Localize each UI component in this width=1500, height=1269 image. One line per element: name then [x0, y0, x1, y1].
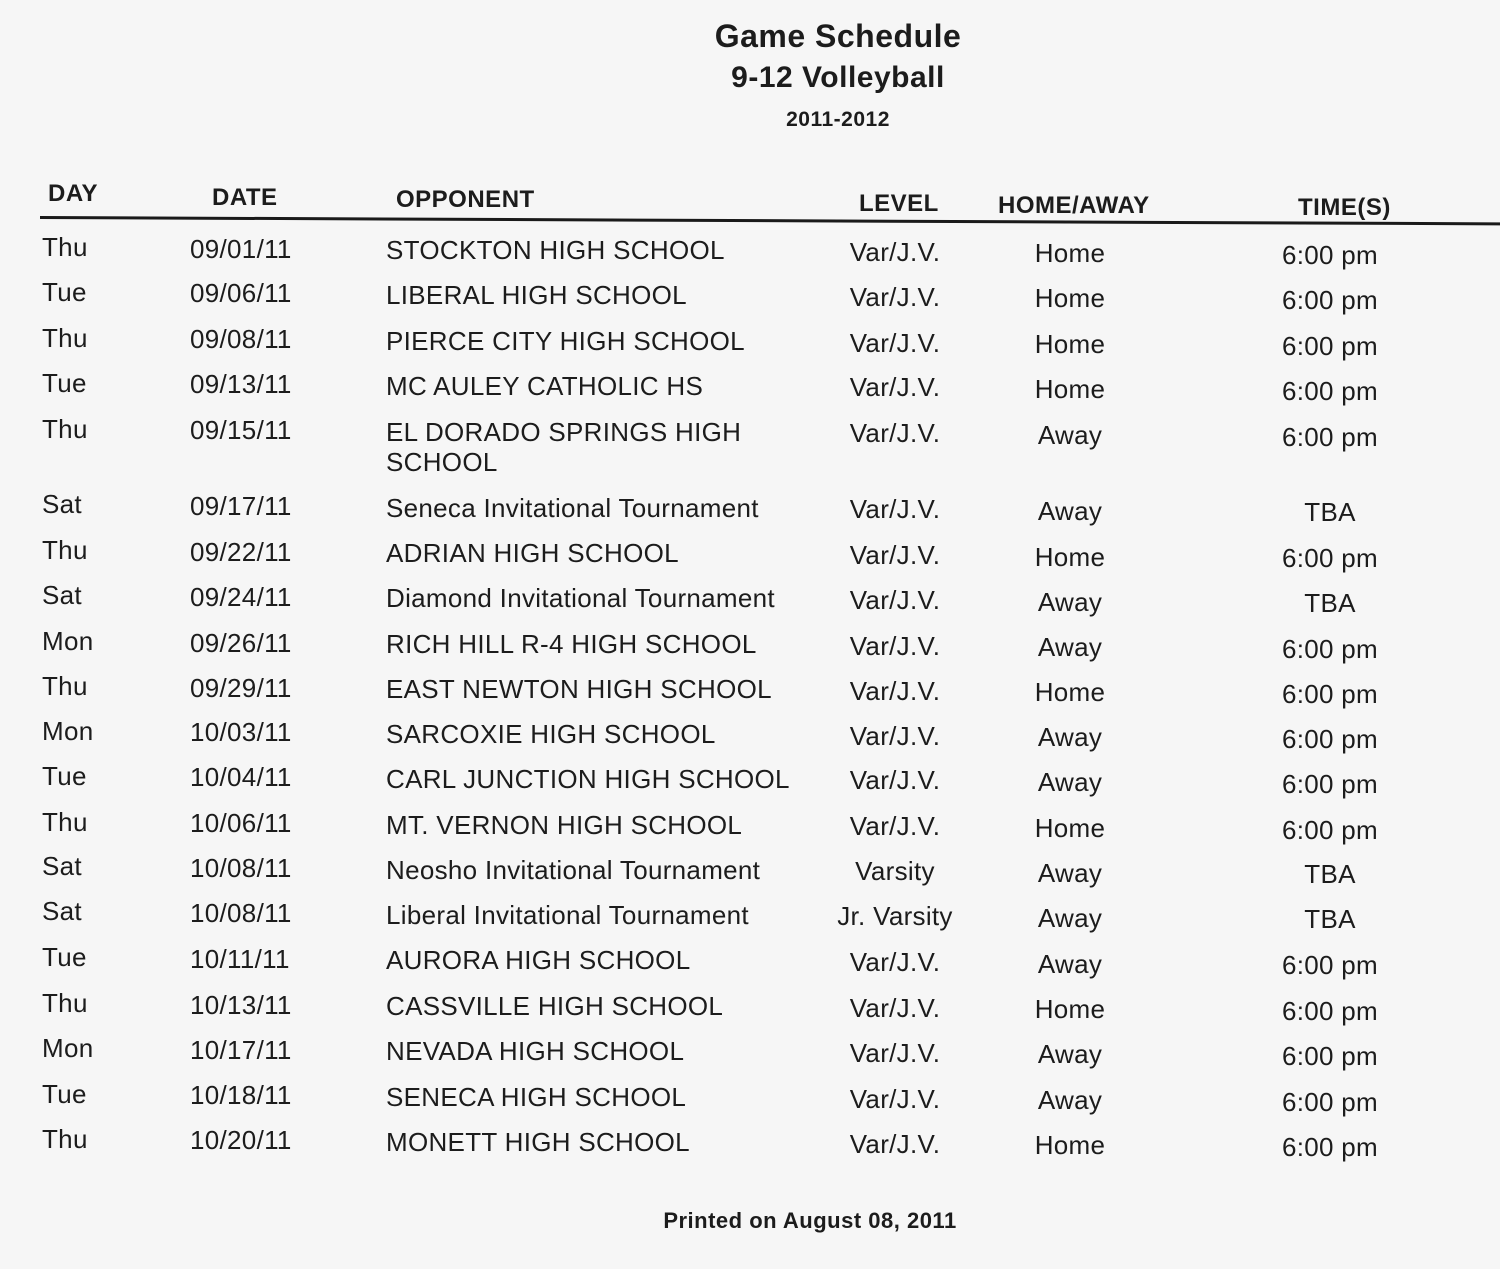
cell-time: 6:00 pm [1281, 1131, 1379, 1162]
cell-opponent: CARL JUNCTION HIGH SCHOOL [386, 763, 790, 794]
cell-home-away: Away [1037, 632, 1103, 663]
page-title: Game Schedule [714, 18, 962, 54]
cell-date: 09/24/11 [190, 581, 292, 612]
cell-home-away: Home [1034, 329, 1106, 360]
cell-day: Thu [42, 535, 88, 566]
cell-date: 09/08/11 [190, 324, 292, 355]
cell-opponent: Seneca Invitational Tournament [386, 492, 759, 523]
cell-opponent: EL DORADO SPRINGS HIGH SCHOOL [386, 416, 742, 477]
cell-time: TBA [1304, 588, 1356, 619]
cell-level: Var/J.V. [849, 675, 941, 706]
cell-home-away: Away [1037, 767, 1103, 798]
header-opponent: OPPONENT [396, 186, 535, 213]
cell-time: 6:00 pm [1281, 768, 1379, 799]
cell-level: Var/J.V. [849, 947, 941, 977]
cell-level: Var/J.V. [849, 720, 941, 751]
cell-date: 10/17/11 [190, 1034, 292, 1065]
cell-home-away: Away [1037, 419, 1103, 450]
cell-opponent: MC AULEY CATHOLIC HS [386, 370, 704, 401]
cell-home-away: Home [1034, 374, 1106, 405]
cell-time: TBA [1304, 904, 1356, 935]
cell-time: 6:00 pm [1281, 678, 1379, 709]
cell-date: 09/01/11 [190, 233, 292, 264]
cell-level: Var/J.V. [849, 992, 941, 1023]
cell-day: Sat [42, 489, 82, 520]
cell-date: 09/13/11 [190, 369, 292, 400]
cell-date: 10/06/11 [190, 808, 292, 839]
cell-opponent: Liberal Invitational Tournament [386, 899, 749, 930]
cell-home-away: Home [1034, 812, 1106, 843]
cell-opponent: SARCOXIE HIGH SCHOOL [386, 719, 716, 749]
cell-date: 09/22/11 [190, 536, 292, 567]
cell-date: 10/11/11 [190, 943, 290, 974]
cell-level: Varsity [855, 856, 935, 887]
cell-home-away: Away [1037, 902, 1103, 933]
cell-opponent: STOCKTON HIGH SCHOOL [386, 235, 725, 266]
cell-date: 10/08/11 [190, 897, 292, 928]
cell-date: 10/13/11 [190, 989, 292, 1020]
cell-day: Tue [42, 367, 87, 398]
cell-day: Mon [42, 626, 94, 657]
cell-time: 6:00 pm [1281, 240, 1379, 270]
cell-date: 09/26/11 [190, 627, 292, 658]
cell-date: 10/04/11 [190, 762, 292, 793]
cell-time: 6:00 pm [1281, 330, 1379, 361]
cell-home-away: Home [1034, 283, 1106, 314]
cell-day: Thu [42, 988, 88, 1019]
cell-opponent: RICH HILL R-4 HIGH SCHOOL [386, 629, 757, 660]
cell-opponent: Diamond Invitational Tournament [386, 583, 775, 614]
cell-day: Thu [42, 1123, 88, 1154]
cell-day: Mon [42, 1032, 94, 1063]
cell-opponent: AURORA HIGH SCHOOL [386, 945, 691, 976]
cell-day: Sat [42, 851, 82, 882]
header-day: DAY [48, 180, 98, 207]
cell-opponent: EAST NEWTON HIGH SCHOOL [386, 674, 772, 705]
cell-day: Thu [42, 413, 88, 444]
cell-level: Var/J.V. [849, 372, 941, 403]
cell-day: Mon [42, 715, 94, 746]
cell-level: Var/J.V. [849, 630, 941, 661]
cell-day: Thu [42, 806, 88, 837]
cell-opponent: PIERCE CITY HIGH SCHOOL [386, 325, 745, 356]
cell-time: 6:00 pm [1281, 375, 1379, 406]
cell-date: 10/18/11 [190, 1080, 292, 1111]
cell-home-away: Away [1037, 948, 1103, 979]
cell-time: 6:00 pm [1281, 634, 1379, 665]
cell-date: 09/29/11 [190, 672, 292, 703]
cell-level: Var/J.V. [849, 281, 941, 312]
cell-time: 6:00 pm [1281, 996, 1379, 1027]
cell-home-away: Home [1034, 238, 1106, 269]
cell-level: Var/J.V. [849, 765, 941, 796]
cell-time: 6:00 pm [1281, 723, 1379, 754]
cell-opponent: MT. VERNON HIGH SCHOOL [386, 809, 743, 840]
cell-home-away: Away [1037, 1039, 1103, 1070]
cell-date: 09/15/11 [190, 415, 292, 446]
cell-home-away: Home [1034, 541, 1106, 572]
cell-opponent: MONETT HIGH SCHOOL [386, 1126, 690, 1157]
cell-time: 6:00 pm [1281, 543, 1379, 574]
cell-opponent: SENECA HIGH SCHOOL [386, 1082, 687, 1113]
cell-day: Tue [42, 276, 87, 307]
cell-opponent: CASSVILLE HIGH SCHOOL [386, 991, 724, 1022]
page-subtitle: 9-12 Volleyball [731, 61, 945, 94]
cell-level: Var/J.V. [849, 1083, 941, 1114]
cell-opponent: ADRIAN HIGH SCHOOL [386, 538, 679, 569]
cell-day: Sat [42, 896, 82, 927]
cell-level: Var/J.V. [849, 494, 941, 525]
cell-day: Tue [42, 1078, 87, 1109]
cell-level: Var/J.V. [849, 327, 941, 358]
cell-level: Jr. Varsity [837, 901, 953, 932]
cell-opponent: LIBERAL HIGH SCHOOL [386, 280, 687, 311]
cell-time: TBA [1304, 859, 1356, 890]
cell-date: 10/20/11 [190, 1125, 292, 1156]
cell-time: 6:00 pm [1281, 950, 1379, 981]
cell-home-away: Home [1034, 677, 1106, 708]
cell-home-away: Away [1037, 495, 1103, 526]
cell-date: 09/17/11 [190, 491, 292, 521]
season-label: 2011-2012 [786, 108, 890, 131]
cell-day: Thu [42, 232, 88, 262]
cell-time: 6:00 pm [1281, 1040, 1379, 1071]
header-level: LEVEL [859, 190, 939, 217]
cell-home-away: Away [1037, 722, 1103, 753]
header-time: TIME(S) [1298, 194, 1391, 221]
cell-level: Var/J.V. [849, 1037, 941, 1068]
cell-time: 6:00 pm [1281, 421, 1379, 452]
cell-date: 09/06/11 [190, 278, 292, 309]
header-home-away: HOME/AWAY [998, 192, 1150, 219]
cell-home-away: Away [1037, 1085, 1103, 1116]
cell-day: Thu [42, 322, 88, 353]
cell-day: Sat [42, 580, 82, 611]
cell-day: Thu [42, 670, 88, 701]
cell-home-away: Home [1034, 994, 1106, 1025]
cell-opponent: NEVADA HIGH SCHOOL [386, 1036, 685, 1067]
cell-date: 10/08/11 [190, 853, 292, 884]
header-date: DATE [212, 184, 278, 211]
cell-level: Var/J.V. [849, 418, 941, 449]
printed-date: Printed on August 08, 2011 [663, 1208, 957, 1233]
cell-home-away: Away [1037, 857, 1103, 888]
cell-level: Var/J.V. [849, 584, 941, 615]
cell-time: 6:00 pm [1281, 814, 1379, 845]
cell-day: Tue [42, 942, 87, 973]
cell-level: Var/J.V. [849, 1128, 941, 1159]
cell-home-away: Away [1037, 586, 1103, 617]
cell-level: Var/J.V. [849, 236, 941, 267]
cell-time: 6:00 pm [1281, 284, 1379, 315]
cell-time: 6:00 pm [1281, 1086, 1379, 1117]
cell-level: Var/J.V. [849, 811, 941, 842]
cell-time: TBA [1304, 497, 1356, 528]
cell-opponent: Neosho Invitational Tournament [386, 854, 761, 885]
cell-date: 10/03/11 [190, 717, 292, 748]
cell-day: Tue [42, 760, 87, 791]
cell-home-away: Home [1034, 1130, 1106, 1161]
cell-level: Var/J.V. [849, 540, 941, 571]
